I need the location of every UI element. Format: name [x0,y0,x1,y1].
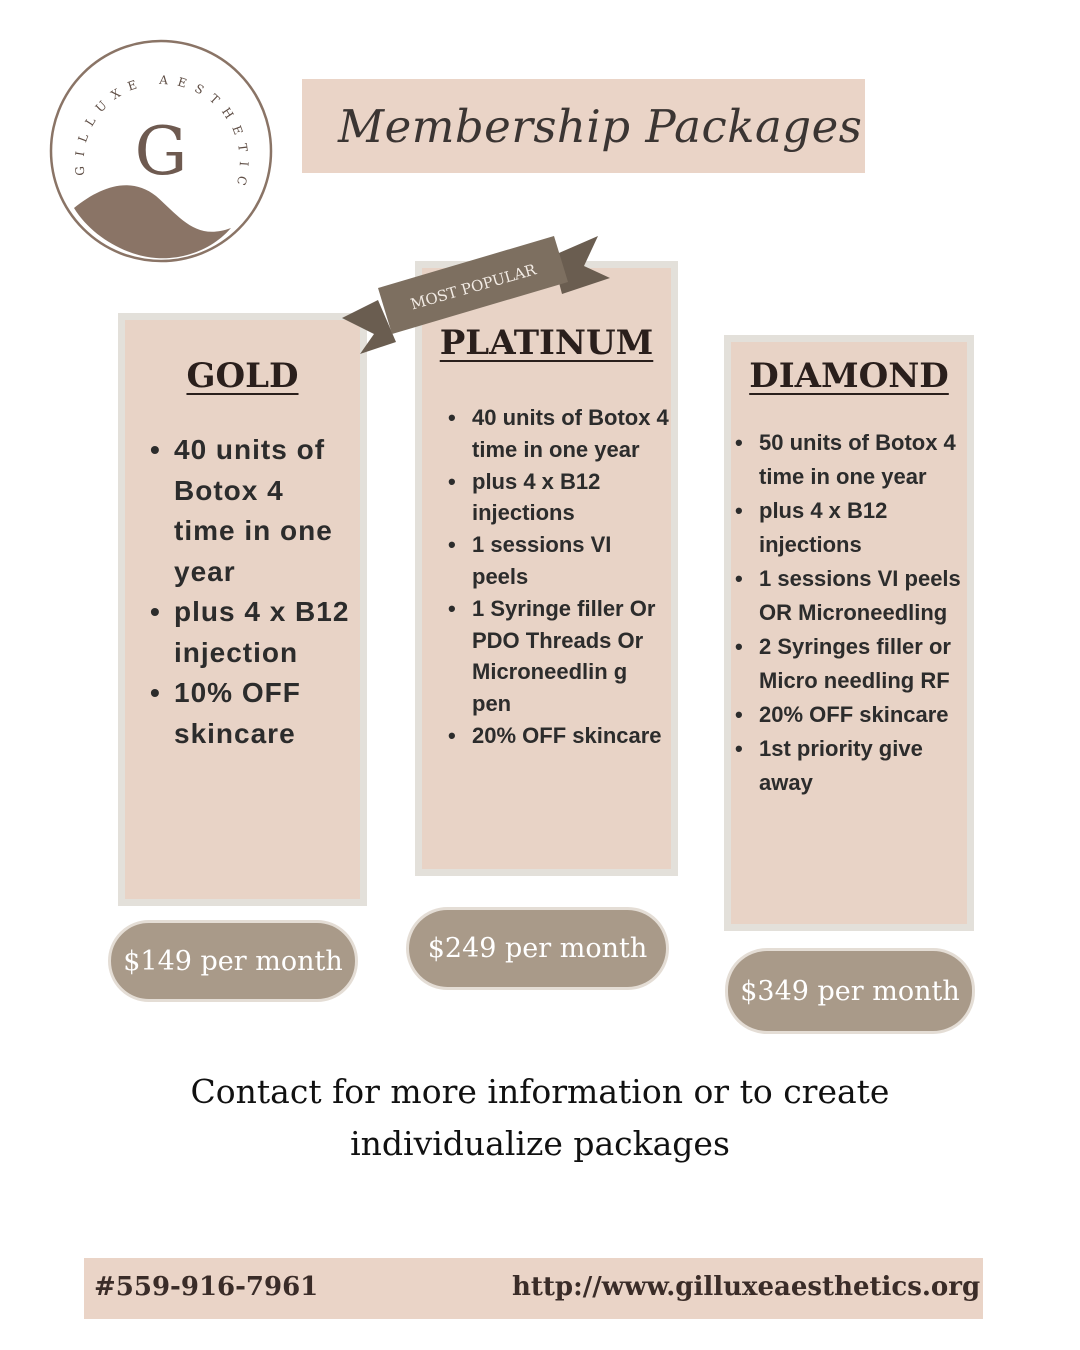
contact-line-2: individualize packages [350,1124,730,1163]
list-item: • plus 4 x B12 injections [472,466,672,530]
most-popular-ribbon [340,230,620,360]
list-item: • 10% OFF skincare [174,673,354,754]
list-item: • 1 sessions VI peels [472,529,672,593]
diamond-price-badge: $349 per month [725,948,975,1034]
gold-price-badge: $149 per month [108,920,358,1002]
ribbon-label: MOST POPULAR [408,260,539,314]
diamond-package-name: DIAMOND [749,356,949,396]
logo-ring-text: GILLUXE AESTHETIC [72,72,252,196]
list-item: • 2 Syringes filler or Micro needling RF [759,630,979,698]
list-item: • 20% OFF skincare [759,698,979,732]
phone-number: #559-916-7961 [94,1272,319,1302]
platinum-package-name: PLATINUM [439,323,654,363]
list-item: • 40 units of Botox 4 time in one year [472,402,672,466]
logo-letter: G [134,113,188,190]
gold-package-name: GOLD [186,356,299,396]
contact-line-1: Contact for more information or to create [190,1072,890,1111]
diamond-package-card [724,335,974,931]
diamond-feature-list [759,426,979,800]
list-item: • 20% OFF skincare [472,720,672,752]
ribbon-graphic [340,230,620,360]
list-item: • 1 sessions VI peels OR Microneedling [759,562,979,630]
contact-message [90,1066,990,1170]
brand-logo [46,36,276,266]
gold-feature-list [174,430,354,754]
list-item: • 1st priority give away [759,732,979,800]
logo-graphic [46,36,276,266]
platinum-feature-list [472,402,672,752]
gold-package-card [118,313,367,906]
list-item: • plus 4 x B12 injection [174,592,354,673]
title-banner [302,79,865,173]
list-item: • 50 units of Botox 4 time in one year [759,426,979,494]
list-item: • 1 Syringe filler Or PDO Threads Or Microneedlin g pen [472,593,672,720]
page-title: Membership Packages [338,99,863,153]
list-item: • plus 4 x B12 injections [759,494,979,562]
platinum-price-badge: $249 per month [406,907,669,990]
list-item: • 40 units of Botox 4 time in one year [174,430,354,592]
website-url: http://www.gilluxeaesthetics.org [512,1272,981,1302]
